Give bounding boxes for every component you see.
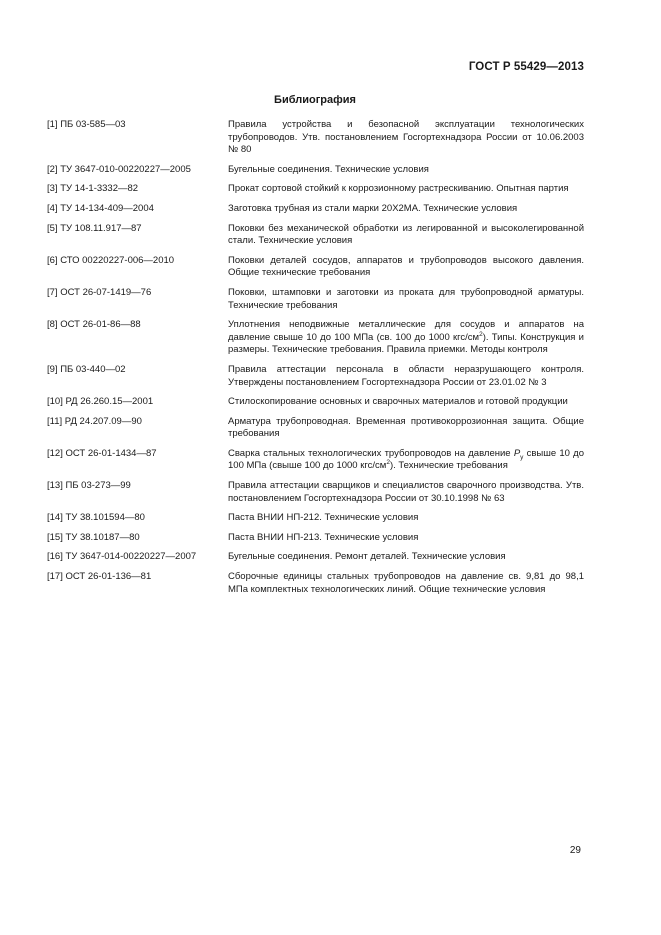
entry-reference: [12] ОСТ 26-01-1434—87 [47, 447, 157, 459]
entry-description: Поковки без механической обработки из легированной и высоколегированной стали. Технические условия [228, 222, 584, 247]
entry-description: Сборочные единицы стальных трубопроводов на давление св. 9,81 до 98,1 МПа комплектных технологических линий. Общие технические условия [228, 571, 584, 595]
bibliography-entry [47, 416, 584, 441]
bibliography-entry [47, 480, 584, 505]
entry-description: Правила аттестации персонала в области неразрушающего контроля. Утверждены постановлением Госгортехнадзора России от 23.01.02 № 3 [228, 363, 584, 388]
entry-text-part: ). Технические требования [389, 460, 508, 472]
bibliography-entry [47, 448, 584, 473]
bibliography-entry [47, 364, 584, 389]
entry-text-part: свыше 10 до 100 МПа (свыше 100 до 1000 кгс/см [228, 447, 585, 472]
page-number: 29 [569, 845, 581, 856]
entry-description: Бугельные соединения. Технические условия [228, 163, 429, 175]
bibliography-entry [47, 551, 584, 564]
entry-description: Арматура трубопроводная. Временная противокоррозионная защита. Общие требования [228, 415, 584, 440]
superscript: 2 [479, 330, 483, 338]
bibliography-entry [47, 119, 584, 157]
document-standard-header: ГОСТ Р 55429—2013 [468, 61, 584, 73]
entry-reference: [3] ТУ 14-1-3332—82 [47, 183, 139, 195]
entry-reference: [13] ПБ 03-273—99 [47, 480, 131, 492]
bibliography-entry [47, 183, 584, 196]
entry-description: Поковки деталей сосудов, аппаратов и трубопроводов высокого давления. Общие технические требования [228, 254, 584, 279]
entry-description: Правила аттестации сварщиков и специалистов сварочного производства. Утв. постановлением Госгортехнадзора России от 30.10.1998 № 63 [228, 480, 584, 504]
entry-reference: [14] ТУ 38.101594—80 [47, 512, 145, 524]
entry-description: Бугельные соединения. Ремонт деталей. Технические условия [228, 551, 506, 563]
entry-reference: [5] ТУ 108.11.917—87 [47, 222, 142, 234]
superscript: 2 [386, 459, 390, 467]
entry-description [228, 448, 584, 473]
entry-description: Заготовка трубная из стали марки 20Х2МА. Технические условия [228, 202, 518, 214]
entry-reference: [15] ТУ 38.10187—80 [47, 531, 140, 543]
bibliography-entry [47, 532, 584, 545]
entry-description: Стилоскопирование основных и сварочных материалов и готовой продукции [228, 396, 568, 408]
entry-reference: [10] РД 26.260.15—2001 [47, 396, 154, 408]
bibliography-title: Библиография [274, 94, 356, 106]
bibliography-entry [47, 571, 584, 596]
bibliography-entry [47, 512, 584, 525]
entry-text-part: Уплотнения неподвижные металлические для сосудов и аппаратов на давление свыше 10 до 100 МПа (св. 100 до 1000 кгс/см [228, 319, 584, 343]
entry-reference: [7] ОСТ 26-07-1419—76 [47, 286, 152, 298]
entry-text-part: ). Типы. Конструкция и размеры. Технические требования. Правила приемки. Методы контроля [228, 331, 584, 356]
subscript: у [520, 453, 524, 461]
bibliography-entry [47, 396, 584, 409]
entry-description: Паста ВНИИ НП-212. Технические условия [228, 512, 419, 524]
bibliography-entry [47, 203, 584, 216]
entry-description: Поковки, штамповки и заготовки из проката для трубопроводной арматуры. Технические требования [228, 286, 584, 311]
bibliography-entry [47, 164, 584, 177]
entry-reference: [6] СТО 00220227-006—2010 [47, 254, 175, 266]
entry-description: Правила устройства и безопасной эксплуатации технологических трубопроводов. Утв. постановлением Госгортехнадзора России от 10.06.2003 № 80 [228, 119, 584, 156]
pressure-symbol: P [513, 447, 521, 459]
entry-text-part: Сварка стальных технологических трубопроводов на давление [228, 447, 514, 459]
entry-description [228, 319, 584, 357]
entry-reference: [4] ТУ 14-134-409—2004 [47, 202, 154, 214]
bibliography-entry [47, 287, 584, 312]
bibliography-entry [47, 255, 584, 280]
entry-reference: [8] ОСТ 26-01-86—88 [47, 319, 141, 331]
bibliography-entry [47, 223, 584, 248]
entry-reference: [9] ПБ 03-440—02 [47, 363, 126, 375]
entry-description: Паста ВНИИ НП-213. Технические условия [228, 531, 419, 543]
entry-reference: [1] ПБ 03-585—03 [47, 119, 126, 130]
bibliography-entry [47, 319, 584, 357]
entry-reference: [16] ТУ 3647-014-00220227—2007 [47, 551, 197, 563]
entry-reference: [2] ТУ 3647-010-00220227—2005 [47, 163, 191, 175]
bibliography-list [47, 119, 584, 603]
entry-description: Прокат сортовой стойкий к коррозионному растрескиванию. Опытная партия [228, 183, 569, 195]
entry-reference: [11] РД 24.207.09—90 [47, 415, 142, 427]
entry-reference: [17] ОСТ 26-01-136—81 [47, 571, 152, 583]
